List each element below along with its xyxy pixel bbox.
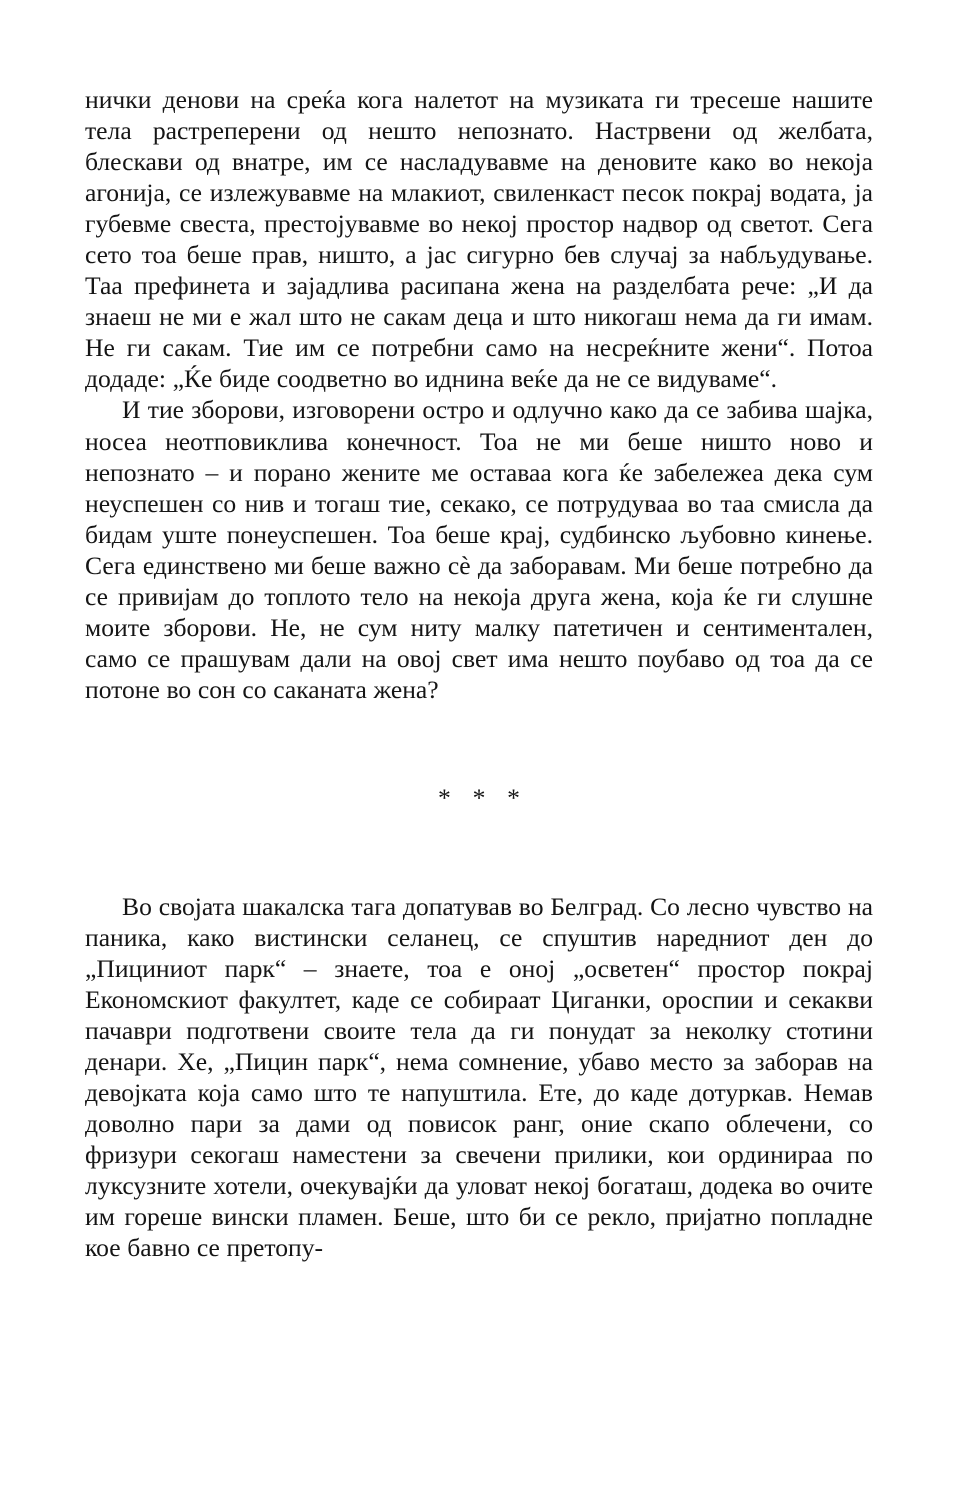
paragraph-third: Во својата шакалска тага допатував во Белград. Со лесно чувство на паника, како вистински селанец, се спуштив наредниот ден до „Пициниот парк“ – знаете, тоа е оној „осветен“ простор покрај Економскиот факултет, каде се собираат Циганки, ороспии и секакви пачаври подготвени своите тела да ги понудат за неколку стотини денари. Хе, „Пицин парк“, нема сомнение, убаво место за заборав на девојката која само што те напуштила. Ете, до каде дотуркав. Немав доволно пари за дами од повисок ранг, оние скапо облечени, со фризури секогаш наместени за свечени прилики, кои ординираа по луксузните хотели, очекувајќи да уловат некој богаташ, додека во очите им гореше вински пламен. Беше, што би се рекло, пријатно попладне кое бавно се претопу- (85, 891, 873, 1263)
section-divider (85, 705, 873, 891)
asterisk-separator: * * * (438, 783, 528, 813)
paragraph-continued-from-previous-page: нички денови на среќа кога налетот на музиката ги тресеше нашите тела растреперени од нешто непознато. Настрвени од желбата, блескави од внатре, им се наслaдувавме на деновите како во некоја агонија, се излежувавме на млакиот, свиленкаст песок покрај водата, ја губевме свеста, престојувавме во некој простор надвор од светот. Сега сето тоа беше прав, ништо, а јас сигурно бев случај за набљудување. Таа префинета и зајадлива расипана жена на разделбата рече: „И да знаеш не ми е жал што не сакам деца и што никогаш нема да ги имам. Не ги сакам. Тие им се потребни само на несреќните жени“. Потоа додаде: „Ќе биде соодветно во иднина веќе да не се видуваме“. (85, 85, 873, 394)
paragraph-second: И тие зборови, изговорени остро и одлучно како да се забива шајка, носеа неотповиклива конечност. Тоа не ми беше ништо ново и непознато – и порано жените ме оставаа кога ќе забележеа дека сум неуспешен со нив и тогаш тие, секако, се потрудуваа во таа смисла да бидам уште понеуспешен. Тоа беше крај, судбинско љубовно кинење. Сега единствено ми беше важно сѐ да заборавам. Ми беше потребно да се привијам до топлото тело на некоја друга жена, која ќе ги слушне моите зборови. Не, не сум ниту малку патетичен и сентименталeн, само се прашувам дали на овој свет има нешто поубаво од тоа да се потоне во сон со саканата жена? (85, 395, 873, 704)
page-text-block (85, 84, 873, 1264)
